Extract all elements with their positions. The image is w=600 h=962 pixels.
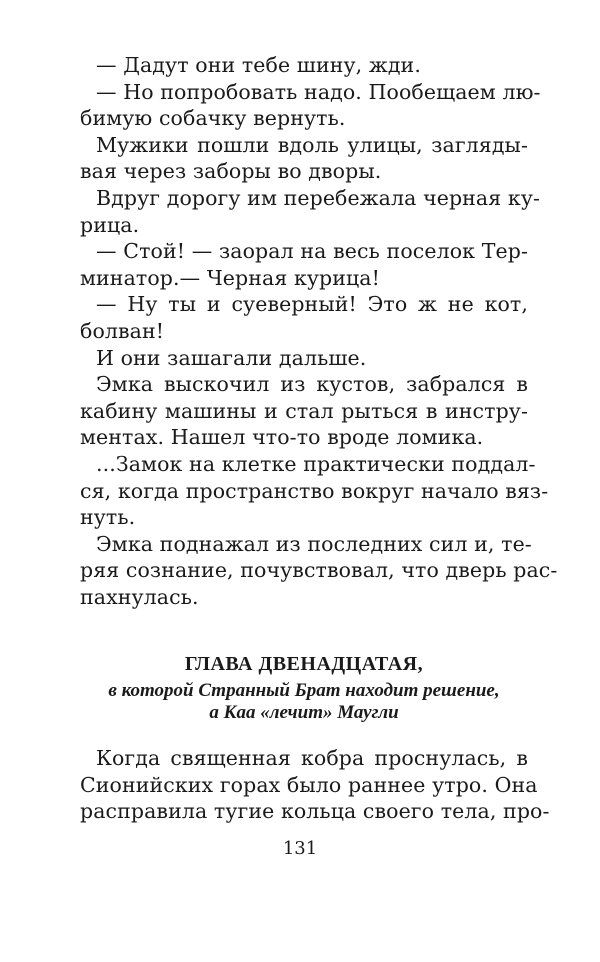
text-line: Эмка выскочил из кустов, забрался в xyxy=(96,372,528,397)
chapter-subtitle-line-2: а Каа «лечит» Маугли xyxy=(209,702,399,723)
text-line: рица. xyxy=(80,212,140,237)
text-line: Когда священная кобра проснулась, в xyxy=(96,746,528,770)
text-line: И они зашагали дальше. xyxy=(96,345,367,370)
text-line: — Но попробовать надо. Пообещаем лю- xyxy=(96,79,541,104)
text-line: — Ну ты и суеверный! Это ж не кот, xyxy=(96,292,528,317)
body-text xyxy=(80,52,558,610)
chapter-text xyxy=(80,745,550,825)
text-line: бимую собачку вернуть. xyxy=(80,106,346,131)
text-line: минатор.— Черная курица! xyxy=(80,265,380,290)
text-line: вая через заборы во дворы. xyxy=(80,159,382,184)
text-line: нуть. xyxy=(80,505,136,530)
text-line: — Стой! — заорал на весь поселок Тер- xyxy=(96,239,528,264)
page-number: 131 xyxy=(282,838,318,859)
text-line: ся, когда пространство вокруг начало вяз- xyxy=(80,478,549,503)
text-line: Сионийских горах было раннее утро. Она xyxy=(80,772,538,797)
text-line: болван! xyxy=(80,318,165,343)
text-line: пахнулась. xyxy=(80,584,199,609)
text-line: — Дадут они тебе шину, жди. xyxy=(96,53,421,77)
text-line: ментах. Нашел что-то вроде ломика. xyxy=(80,425,484,450)
text-line: кабину машины и стал рыться в инстру- xyxy=(80,398,528,423)
text-line: ряя сознание, почувствовал, что дверь рас- xyxy=(80,558,558,583)
text-line: Мужики пошли вдоль улицы, загляды- xyxy=(96,132,528,157)
text-line: расправила тугие кольца своего тела, про- xyxy=(80,799,550,824)
text-line: Эмка поднажал из последних сил и, те- xyxy=(96,531,532,556)
text-line: ...Замок на клетке практически поддал- xyxy=(96,451,536,476)
chapter-title: ГЛАВА ДВЕНАДЦАТАЯ, xyxy=(184,653,424,675)
chapter-subtitle-line-1: в которой Странный Брат находит решение, xyxy=(108,680,500,701)
text-line: Вдруг дорогу им перебежала черная ку- xyxy=(96,185,541,210)
